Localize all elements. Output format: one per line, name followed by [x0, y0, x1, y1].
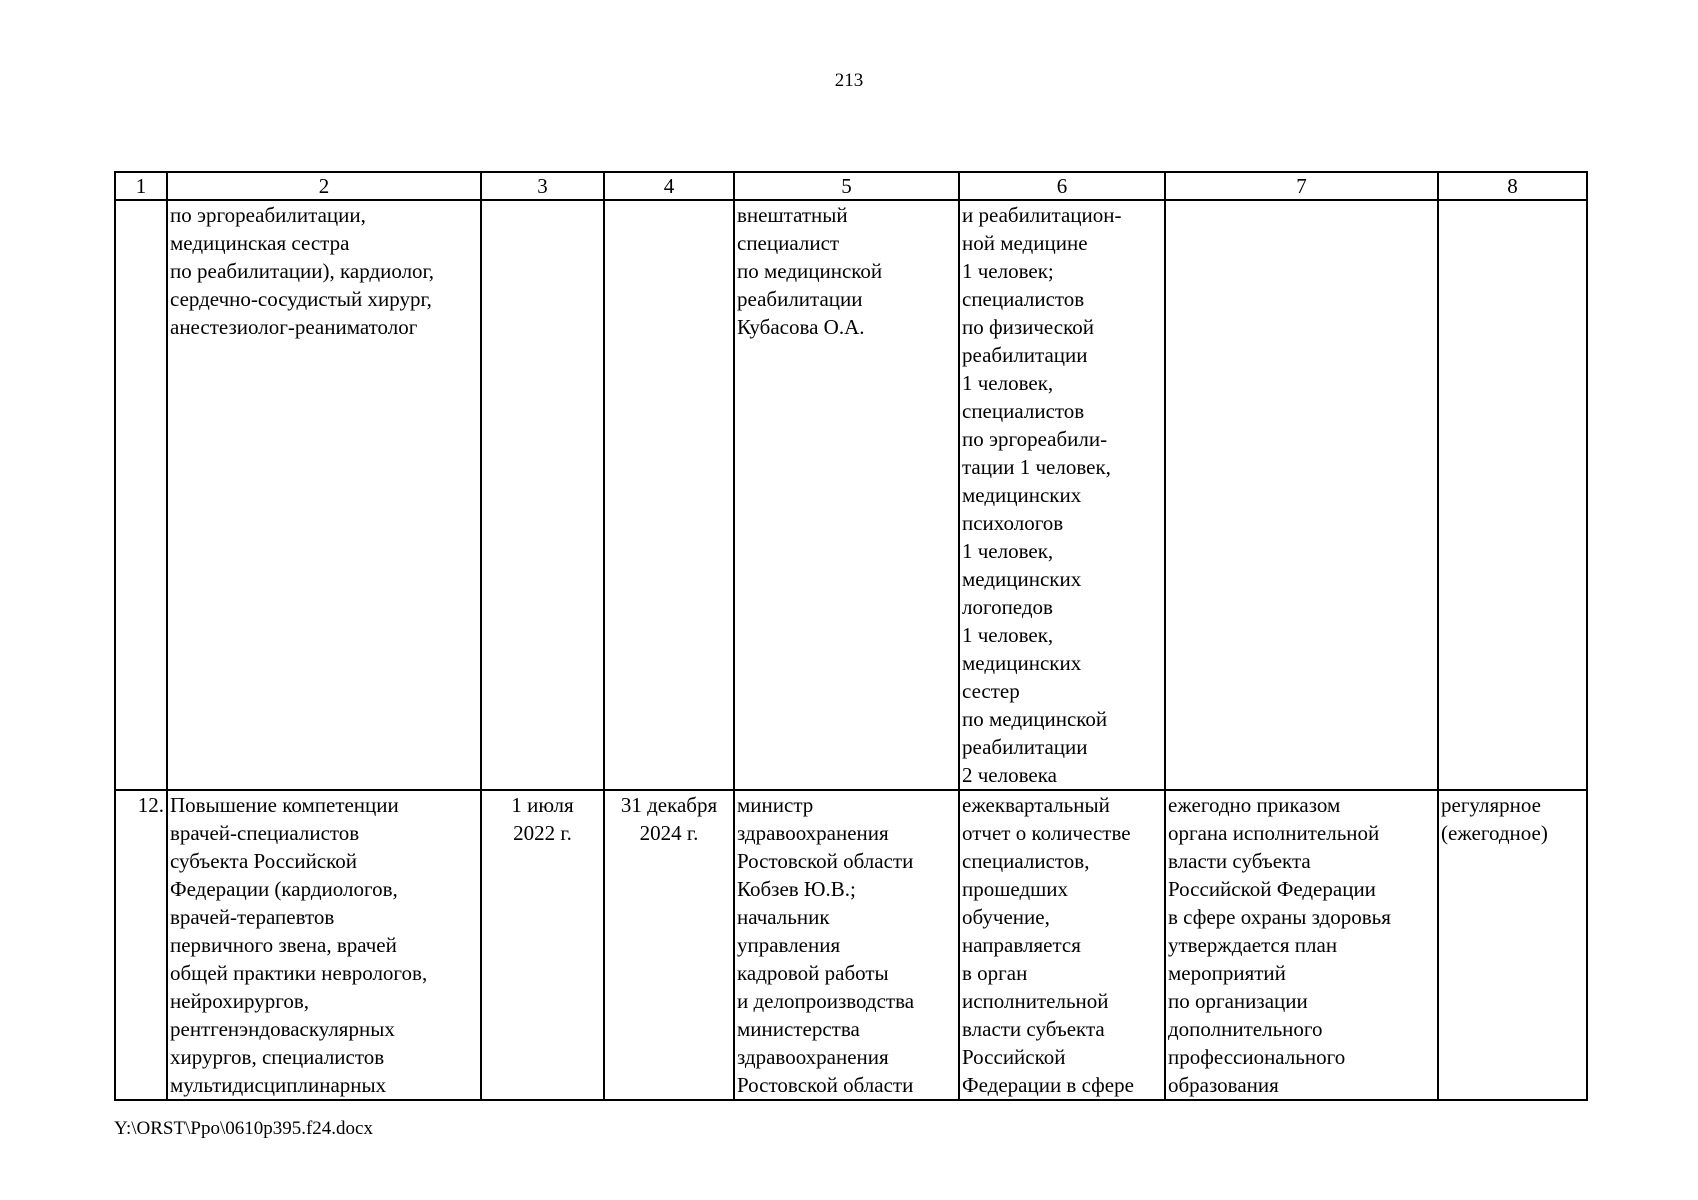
indicator-cell: ежеквартальный отчет о количестве специалистов, прошедших обучение, направляется в орган исполнительной власти субъекта Российской Федерации в сфере	[959, 790, 1165, 1100]
column-number-row	[115, 172, 1587, 200]
footer-file-path: Y:\ORST\Ppo\0610p395.f24.docx	[114, 1118, 373, 1139]
column-header: 2	[167, 172, 481, 200]
measure-title-cell: Повышение компетенции врачей-специалистов субъекта Российской Федерации (кардиологов, врачей-терапевтов первичного звена, врачей общей практики неврологов, нейрохирургов, рентгенэндоваскулярных хирургов, специалистов мультидисциплинарных	[167, 790, 481, 1100]
table-row	[115, 790, 1587, 1100]
basis-cell: ежегодно приказом органа исполнительной власти субъекта Российской Федерации в сфере охраны здоровья утверждается план мероприятий по организации дополнительного профессионального образования	[1165, 790, 1438, 1100]
table-row	[115, 200, 1587, 790]
column-header: 4	[604, 172, 734, 200]
column-header: 7	[1165, 172, 1438, 200]
indicator-cell: и реабилитацион- ной медицине 1 человек; специалистов по физической реабилитации 1 человек, специалистов по эргореабили- тации 1 человек, медицинских психологов 1 человек, медицинских логопедов 1 человек, медицинских сестер по медицинской реабилитации 2 человека	[959, 200, 1165, 790]
end-date-cell: 31 декабря 2024 г.	[604, 790, 734, 1100]
basis-cell	[1165, 200, 1438, 790]
end-date-cell	[604, 200, 734, 790]
start-date-cell: 1 июля 2022 г.	[481, 790, 604, 1100]
measures-table	[114, 171, 1588, 1101]
row-number-cell: 12.	[115, 790, 167, 1100]
column-header: 1	[115, 172, 167, 200]
column-header: 8	[1438, 172, 1587, 200]
row-number-cell	[115, 200, 167, 790]
measure-title-cell: по эргореабилитации, медицинская сестра по реабилитации), кардиолог, сердечно-сосудистый хирург, анестезиолог-реаниматолог	[167, 200, 481, 790]
start-date-cell	[481, 200, 604, 790]
column-header: 3	[481, 172, 604, 200]
responsible-cell: министр здравоохранения Ростовской области Кобзев Ю.В.; начальник управления кадровой работы и делопроизводства министерства здравоохранения Ростовской области	[734, 790, 959, 1100]
column-header: 5	[734, 172, 959, 200]
type-cell	[1438, 200, 1587, 790]
page-number: 213	[834, 70, 864, 91]
responsible-cell: внештатный специалист по медицинской реабилитации Кубасова О.А.	[734, 200, 959, 790]
column-header: 6	[959, 172, 1165, 200]
type-cell: регулярное (ежегодное)	[1438, 790, 1587, 1100]
